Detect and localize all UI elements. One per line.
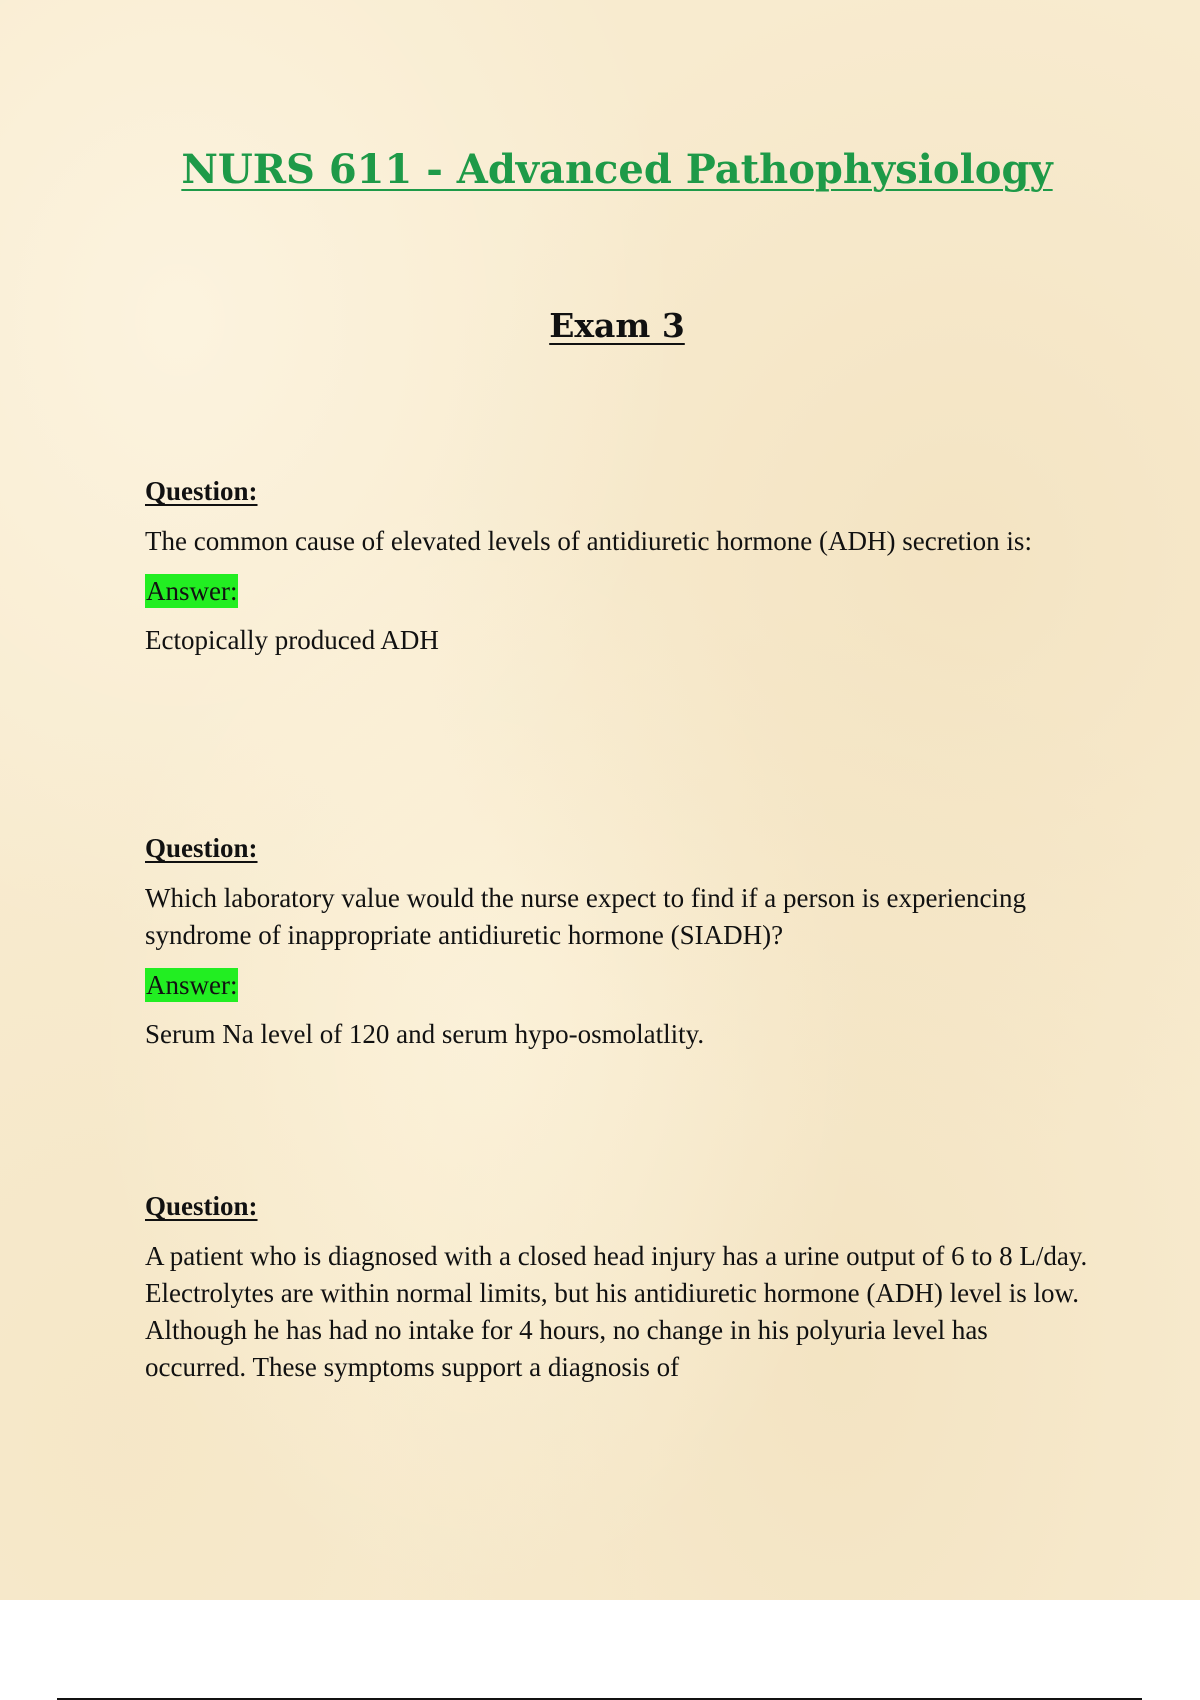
question-label: Question: bbox=[145, 1191, 258, 1221]
answer-label: Answer: bbox=[146, 970, 238, 1000]
qa-item-1 bbox=[145, 473, 1095, 659]
course-title: NURS 611 - Advanced Pathophysiology bbox=[181, 146, 1053, 193]
question-text: The common cause of elevated levels of antidiuretic hormone (ADH) secretion is: bbox=[145, 526, 1032, 556]
question-label: Question: bbox=[145, 833, 258, 863]
question-label: Question: bbox=[145, 476, 258, 506]
exam-title: Exam 3 bbox=[549, 306, 685, 345]
qa-item-3 bbox=[145, 1188, 1095, 1400]
qa-item-2 bbox=[145, 830, 1095, 1053]
question-text: A patient who is diagnosed with a closed head injury has a urine output of 6 to 8 L/day. Electrolytes are within normal limits, but his antidiuretic hormone (ADH) level is low. Although he has had no intake for 4 hours, no change in his polyuria level has occurred. These symptoms support a diagnosis of bbox=[145, 1241, 1088, 1382]
question-text: Which laboratory value would the nurse expect to find if a person is experiencing syndrome of inappropriate antidiuretic hormone (SIADH)? bbox=[145, 883, 1026, 950]
answer-label: Answer: bbox=[146, 576, 238, 606]
answer-text: Serum Na level of 120 and serum hypo-osmolatlity. bbox=[145, 1019, 705, 1049]
answer-text: Ectopically produced ADH bbox=[145, 625, 439, 655]
